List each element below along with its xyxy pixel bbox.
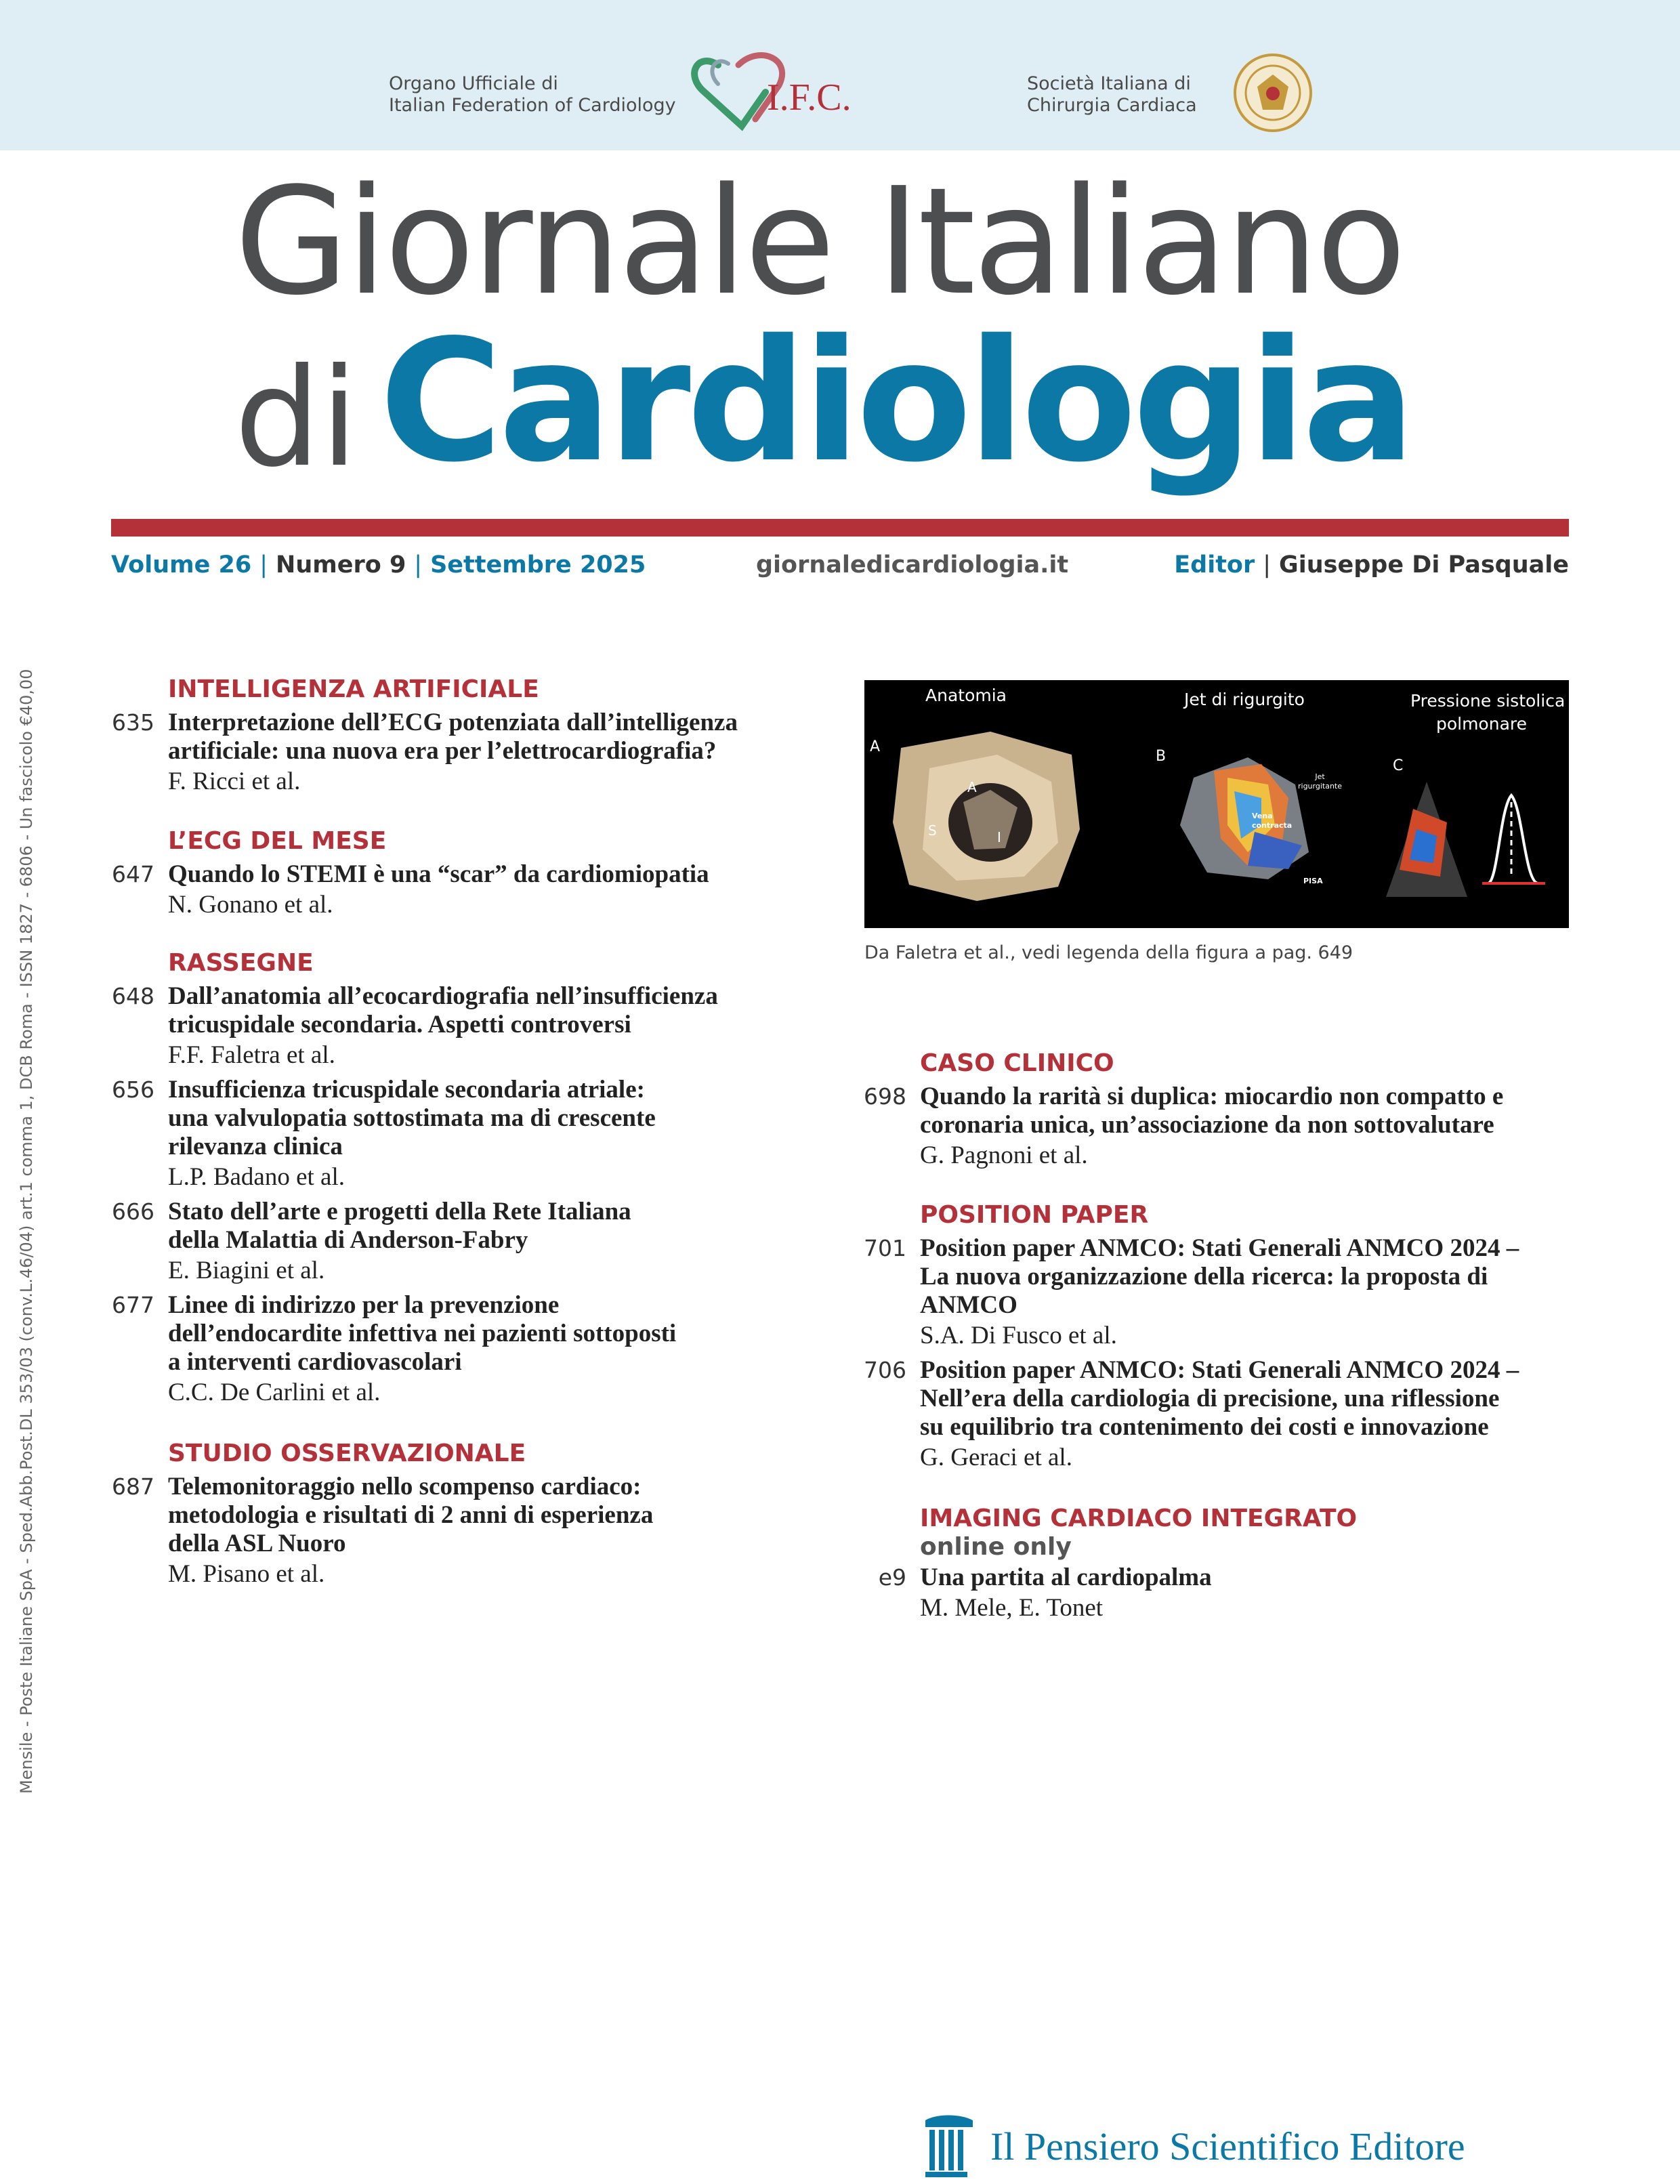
editor-name: Giuseppe Di Pasquale <box>1279 551 1569 579</box>
toc-authors: G. Pagnoni et al. <box>920 1141 1088 1169</box>
ifc-logo-text: I.F.C. <box>767 77 852 119</box>
toc-page-number: 666 <box>112 1198 154 1225</box>
column-icon <box>916 2112 981 2180</box>
toc-article-title[interactable] <box>920 1563 1212 1592</box>
toc-title-line: a interventi cardiovascolari <box>168 1348 462 1376</box>
toc-page-number: 701 <box>864 1235 906 1261</box>
toc-title-line: coronaria unica, un’associazione da non sottovalutare <box>920 1111 1494 1139</box>
anatomy-image <box>889 728 1085 904</box>
society-line1: Società Italiana di <box>1027 73 1191 94</box>
toc-article-title[interactable] <box>168 1291 676 1377</box>
toc-title-line: Nell’era della cardiologia di precisione, una riflessione <box>920 1385 1500 1412</box>
official-organ-line2: Italian Federation of Cardiology <box>389 95 676 116</box>
panel-b-label: B <box>1156 748 1167 765</box>
vena-contracta-label <box>1252 812 1292 831</box>
anatomy-label-s: S <box>928 822 937 839</box>
toc-title-line: ANMCO <box>920 1291 1017 1319</box>
masthead-rule <box>111 519 1569 537</box>
toc-page-number: 647 <box>112 861 154 887</box>
toc-authors: N. Gonano et al. <box>168 891 333 919</box>
toc-title-line: della Malattia di Anderson-Fabry <box>168 1226 528 1254</box>
toc-page-number: e9 <box>878 1564 906 1591</box>
toc-title-line: Telemonitoraggio nello scompenso cardiaco: <box>168 1473 642 1500</box>
toc-page-number: 706 <box>864 1357 906 1383</box>
toc-article-title[interactable] <box>168 982 718 1039</box>
toc-authors: S.A. Di Fusco et al. <box>920 1322 1117 1349</box>
toc-title-line: metodologia e risultati di 2 anni di esperienza <box>168 1501 654 1529</box>
section-heading: INTELLIGENZA ARTIFICIALE <box>168 675 539 703</box>
figure-caption: Da Faletra et al., vedi legenda della figura a pag. 649 <box>864 942 1353 963</box>
anatomy-label-i: I <box>997 829 1001 845</box>
official-organ-line1: Organo Ufficiale di <box>389 73 558 94</box>
toc-authors: E. Biagini et al. <box>168 1257 325 1284</box>
toc-article-title[interactable] <box>920 1356 1519 1442</box>
toc-article-title[interactable] <box>920 1234 1519 1320</box>
toc-page-number: 656 <box>112 1076 154 1103</box>
toc-authors: F.F. Faletra et al. <box>168 1041 335 1069</box>
section-heading: L’ECG DEL MESE <box>168 827 387 855</box>
anatomy-label-a: A <box>967 779 977 795</box>
regurgitant-jet-image <box>1167 751 1322 886</box>
toc-article-title[interactable] <box>168 1076 656 1161</box>
toc-title-line: tricuspidale secondaria. Aspetti controversi <box>168 1011 631 1038</box>
section-heading: POSITION PAPER <box>920 1201 1149 1229</box>
toc-authors: M. Mele, E. Tonet <box>920 1594 1104 1622</box>
toc-title-line: su equilibrio tra contenimento dei costi e innovazione <box>920 1413 1489 1441</box>
toc-title-line: artificiale: una nuova era per l’elettrocardiografia? <box>168 737 717 765</box>
toc-title-line: Insufficienza tricuspidale secondaria atriale: <box>168 1076 645 1104</box>
issue-volume: Volume 26 <box>111 551 252 579</box>
toc-title-line: Quando lo STEMI è una “scar” da cardiomiopatia <box>168 860 709 888</box>
toc-title-line: La nuova organizzazione della ricerca: la proposta di <box>920 1263 1488 1290</box>
panel-c-label: C <box>1393 757 1404 774</box>
toc-authors: L.P. Badano et al. <box>168 1163 345 1191</box>
postal-info-side-text: Mensile - Poste Italiane SpA - Sped.Abb.Post.DL 353/03 (conv.L.46/04) art.1 comma 1, DCB Roma - ISSN 1827 - 6806 - Un fascicolo €40,00 <box>17 669 36 1794</box>
panel-c-title <box>1410 690 1566 736</box>
journal-title-di: di <box>234 339 358 497</box>
panel-a-title: Anatomia <box>925 686 1007 705</box>
ifc-logo <box>691 45 867 144</box>
toc-title-line: Stato dell’arte e progetti della Rete Italiana <box>168 1198 631 1225</box>
pisa-label: PISA <box>1303 877 1323 885</box>
issue-date: Settembre 2025 <box>430 551 646 579</box>
toc-article-title[interactable] <box>168 1198 631 1255</box>
editor-info <box>1174 547 1569 583</box>
jet-label-line2: rigurgitante <box>1298 782 1343 791</box>
issue-info-row <box>111 547 1569 583</box>
toc-article-title[interactable] <box>920 1083 1503 1139</box>
society-line2: Chirurgia Cardiaca <box>1027 95 1197 116</box>
toc-page-number: 635 <box>112 709 154 736</box>
panel-b-title: Jet di rigurgito <box>1184 690 1305 709</box>
section-heading: IMAGING CARDIACO INTEGRATO <box>920 1505 1358 1532</box>
toc-page-number: 648 <box>112 983 154 1009</box>
toc-authors: G. Geraci et al. <box>920 1444 1072 1471</box>
section-heading: RASSEGNE <box>168 949 314 977</box>
toc-authors: M. Pisano et al. <box>168 1560 325 1588</box>
section-heading: STUDIO OSSERVAZIONALE <box>168 1440 526 1467</box>
toc-title-line: Interpretazione dell’ECG potenziata dall’intelligenza <box>168 709 738 736</box>
toc-title-line: una valvulopatia sottostimata ma di crescente <box>168 1104 656 1132</box>
journal-title-line1: Giornale Italiano <box>234 156 1404 328</box>
issue-separator: | <box>414 551 423 579</box>
toc-article-title[interactable] <box>168 709 738 765</box>
panel-c-title-line1: Pressione sistolica <box>1410 691 1566 711</box>
toc-title-line: dell’endocardite infettiva nei pazienti sottoposti <box>168 1320 677 1347</box>
publisher-logo <box>916 2112 1465 2180</box>
editor-label: Editor <box>1174 551 1255 579</box>
toc-page-number: 687 <box>112 1473 154 1500</box>
toc-authors: F. Ricci et al. <box>168 768 301 795</box>
pulmonary-pressure-image <box>1386 782 1555 897</box>
jet-label-line1: Jet <box>1315 772 1325 781</box>
toc-title-line: Position paper ANMCO: Stati Generali ANMCO 2024 – <box>920 1234 1519 1262</box>
toc-article-title[interactable] <box>168 1473 653 1558</box>
toc-title-line: Quando la rarità si duplica: miocardio non compatto e <box>920 1083 1504 1110</box>
section-subheading: online only <box>920 1533 1072 1561</box>
journal-website-link[interactable]: giornaledicardiologia.it <box>756 551 1069 579</box>
vena-contracta-line2: contracta <box>1252 821 1293 830</box>
toc-title-line: Position paper ANMCO: Stati Generali ANMCO 2024 – <box>920 1356 1519 1384</box>
toc-title-line: Dall’anatomia all’ecocardiografia nell’insufficienza <box>168 982 718 1010</box>
sicch-seal-icon <box>1233 53 1313 133</box>
toc-authors: C.C. De Carlini et al. <box>168 1379 381 1406</box>
toc-title-line: rilevanza clinica <box>168 1133 343 1160</box>
toc-title-line: Linee di indirizzo per la prevenzione <box>168 1291 560 1319</box>
section-heading: CASO CLINICO <box>920 1049 1114 1077</box>
issue-separator: | <box>259 551 268 579</box>
official-organ-text <box>389 73 676 117</box>
issue-details <box>111 547 646 583</box>
journal-title-cardiologia: Cardiologia <box>379 304 1412 499</box>
panel-a-label: A <box>870 738 881 755</box>
toc-page-number: 677 <box>112 1292 154 1318</box>
vena-contracta-line1: Vena <box>1252 812 1273 820</box>
society-text <box>1027 73 1197 117</box>
toc-title-line: Una partita al cardiopalma <box>920 1563 1212 1591</box>
toc-article-title[interactable] <box>168 860 709 889</box>
panel-c-title-line2: polmonare <box>1435 714 1528 734</box>
editor-separator: | <box>1263 551 1272 579</box>
cover-figure <box>864 680 1569 928</box>
publisher-name: Il Pensiero Scientifico Editore <box>990 2124 1465 2168</box>
toc-page-number: 698 <box>864 1083 906 1110</box>
jet-label <box>1298 772 1342 791</box>
toc-title-line: della ASL Nuoro <box>168 1530 346 1557</box>
issue-number: Numero 9 <box>276 551 406 579</box>
